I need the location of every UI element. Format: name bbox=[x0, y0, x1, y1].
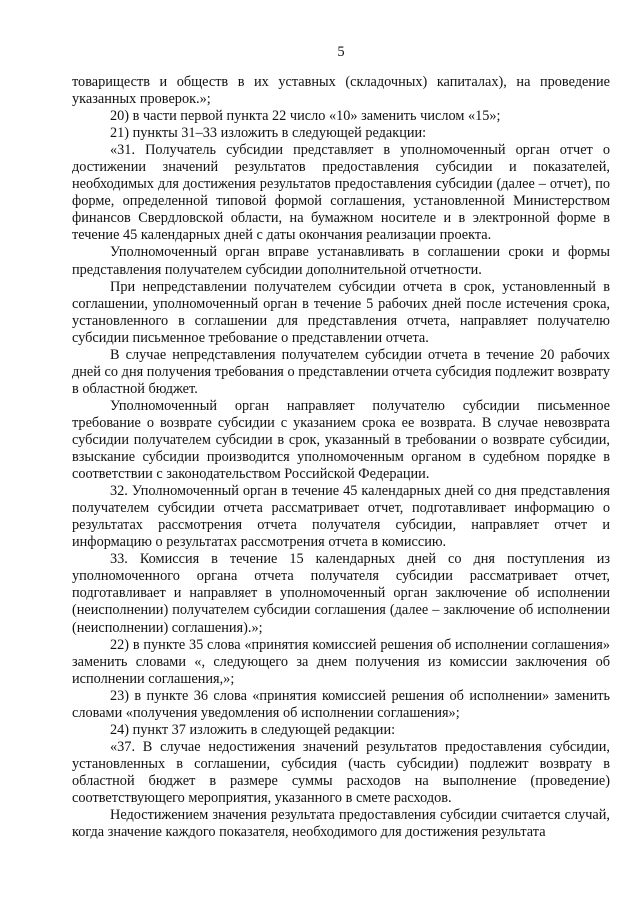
paragraph: 22) в пункте 35 слова «принятия комиссией решения об исполнении соглашения» заменить словами «, следующего за днем получения из комиссии заключения об исполнении соглашения,»; bbox=[72, 636, 610, 687]
paragraph: «37. В случае недостижения значений результатов предоставления субсидии, установленных в соглашении, субсидия (часть субсидии) подлежит возврату в областной бюджет в размере суммы расходов на выполнение (проведение) соответствующего мероприятия, указанного в смете расходов. bbox=[72, 738, 610, 806]
paragraph: 23) в пункте 36 слова «принятия комиссией решения об исполнении» заменить словами «получения уведомления об исполнении соглашения»; bbox=[72, 687, 610, 721]
paragraph: товариществ и обществ в их уставных (складочных) капиталах), на проведение указанных проверок.»; bbox=[72, 74, 610, 108]
paragraph: Недостижением значения результата предоставления субсидии считается случай, когда значение каждого показателя, необходимого для достижения результата bbox=[72, 807, 610, 841]
page-number: 5 bbox=[337, 44, 345, 60]
document-body bbox=[72, 74, 610, 841]
paragraph: В случае непредставления получателем субсидии отчета в течение 20 рабочих дней со дня получения требования о представлении отчета субсидия подлежит возврату в областной бюджет. bbox=[72, 346, 610, 397]
paragraph: При непредставлении получателем субсидии отчета в срок, установленный в соглашении, уполномоченный орган в течение 5 рабочих дней после истечения срока, установленного в соглашении для представления отчета, направляет получателю субсидии письменное требование о представлении отчета. bbox=[72, 278, 610, 346]
paragraph: 32. Уполномоченный орган в течение 45 календарных дней со дня представления получателем субсидии отчета рассматривает отчет, подготавливает информацию о результатах рассмотрения отчета получателя субсидии, направляет отчет и информацию о результатах рассмотрения отчета в комиссию. bbox=[72, 483, 610, 551]
paragraph: 21) пункты 31–33 изложить в следующей редакции: bbox=[110, 125, 427, 142]
paragraph: Уполномоченный орган вправе устанавливать в соглашении сроки и формы представления получателем субсидии дополнительной отчетности. bbox=[72, 244, 610, 278]
paragraph: 20) в части первой пункта 22 число «10» заменить числом «15»; bbox=[110, 108, 501, 125]
paragraph: «31. Получатель субсидии представляет в уполномоченный орган отчет о достижении значений результатов предоставления субсидии и показателей, необходимых для достижения результатов предоставления субсидии (далее – отчет), по форме, определенной типовой формой соглашения, установленной Министерством финансов Свердловской области, на бумажном носителе и в электронной форме в течение 45 календарных дней с даты окончания реализации проекта. bbox=[72, 142, 610, 244]
paragraph: 33. Комиссия в течение 15 календарных дней со дня поступления из уполномоченного органа отчета получателя субсидии рассматривает отчет, подготавливает и направляет в уполномоченный орган заключение об исполнении (неисполнении) получателем субсидии соглашения (далее – заключение об исполнении (неисполнении) соглашения).»; bbox=[72, 551, 610, 636]
paragraph: Уполномоченный орган направляет получателю субсидии письменное требование о возврате субсидии с указанием срока ее возврата. В случае невозврата субсидии получателем субсидии в срок, указанный в требовании о возврате субсидии, взыскание субсидии производится уполномоченным органом в судебном порядке в соответствии с законодательством Российской Федерации. bbox=[72, 397, 610, 483]
paragraph: 24) пункт 37 изложить в следующей редакции: bbox=[110, 721, 396, 738]
